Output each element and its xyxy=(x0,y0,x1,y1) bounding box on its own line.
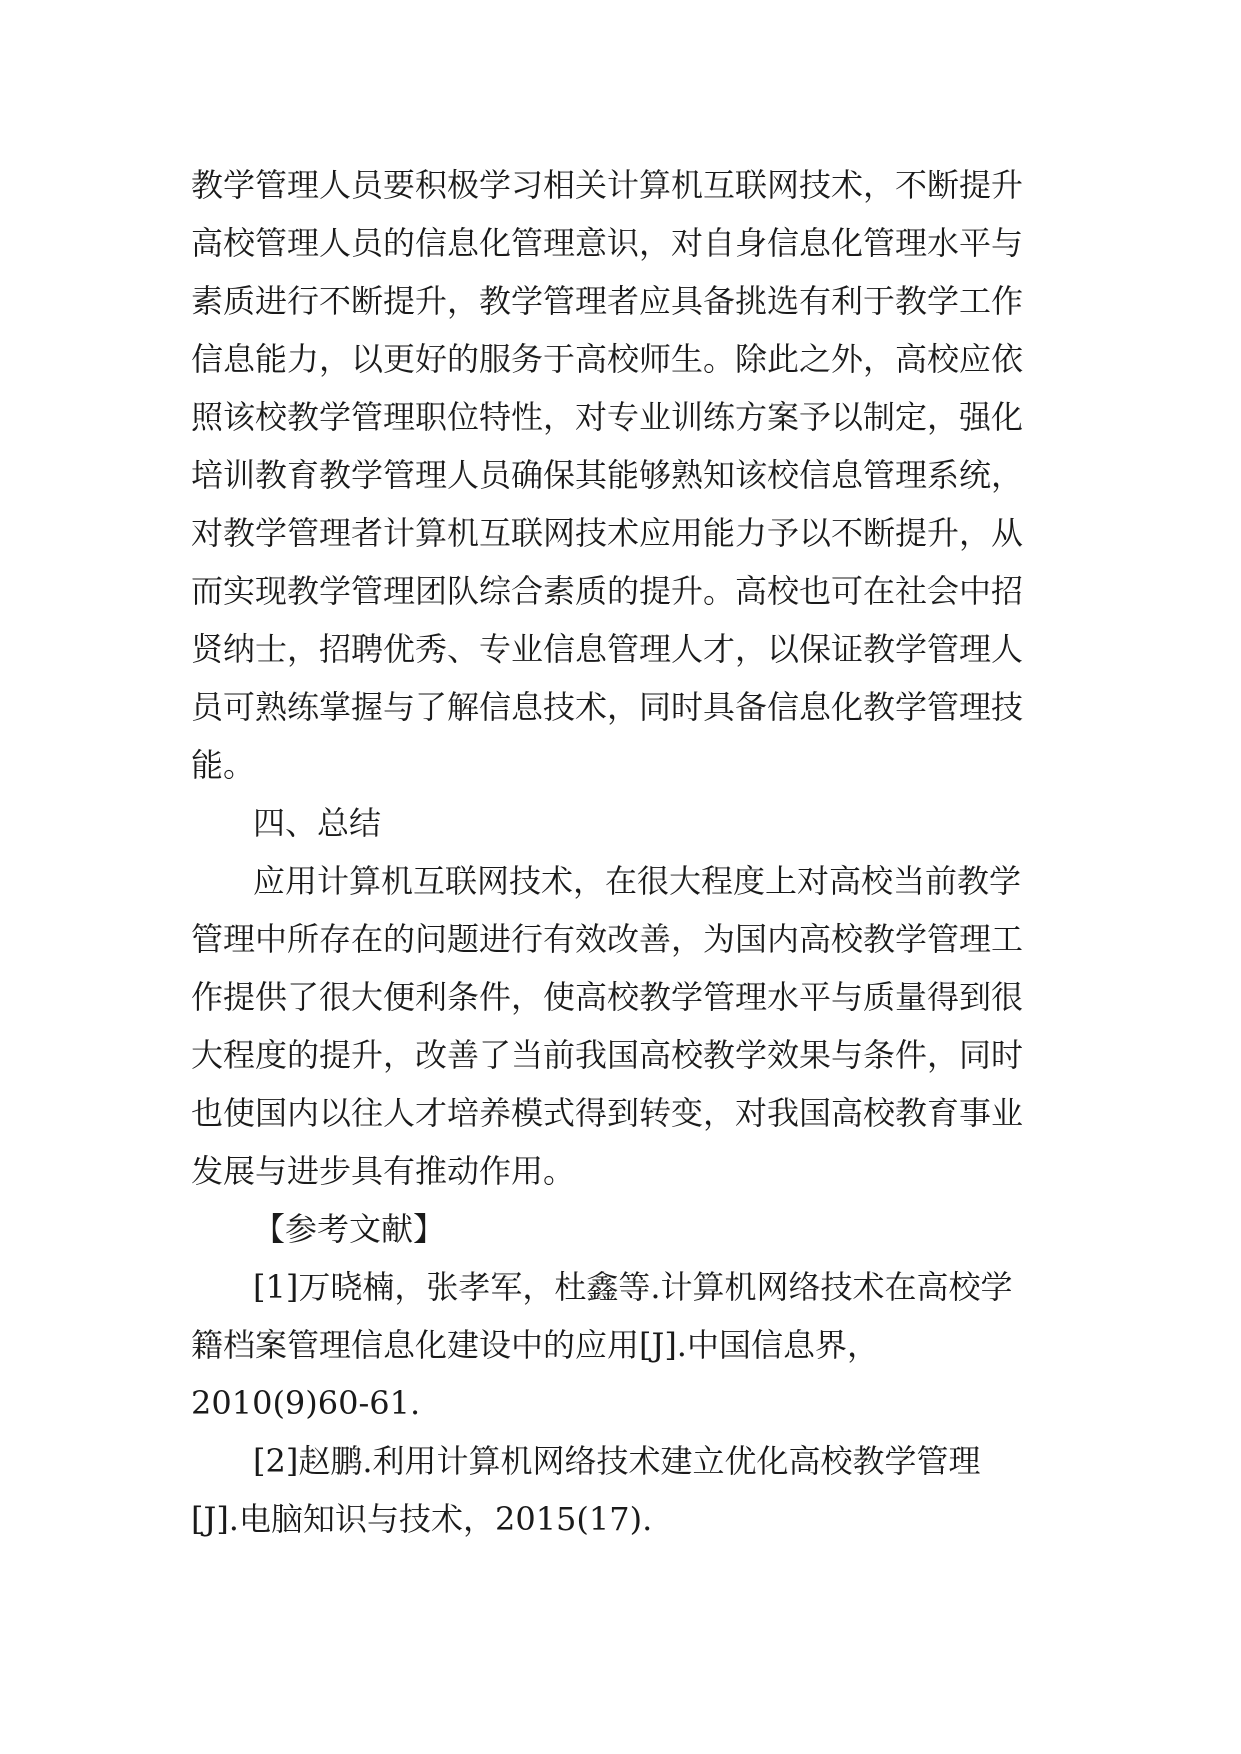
body-text-line: 能。 xyxy=(191,746,256,784)
reference-line: [J].电脑知识与技术，2015(17). xyxy=(191,1500,653,1538)
reference-line: 2010(9)60-61. xyxy=(191,1384,421,1422)
body-text-line: 而实现教学管理团队综合素质的提升。高校也可在社会中招 xyxy=(191,572,1024,610)
conclusion-text-line: 大程度的提升，改善了当前我国高校教学效果与条件，同时 xyxy=(191,1036,1024,1074)
conclusion-text-line: 作提供了很大便利条件，使高校教学管理水平与质量得到很 xyxy=(191,978,1024,1016)
conclusion-text-line: 管理中所存在的问题进行有效改善，为国内高校教学管理工 xyxy=(191,920,1024,958)
body-text-line: 员可熟练掌握与了解信息技术，同时具备信息化教学管理技 xyxy=(191,688,1024,726)
body-text-line: 素质进行不断提升，教学管理者应具备挑选有利于教学工作 xyxy=(191,282,1024,320)
body-text-line: 培训教育教学管理人员确保其能够熟知该校信息管理系统， xyxy=(191,456,1024,494)
body-text-line: 信息能力，以更好的服务于高校师生。除此之外，高校应依 xyxy=(191,340,1024,378)
references-heading: 【参考文献】 xyxy=(253,1210,446,1248)
reference-line: 籍档案管理信息化建设中的应用[J].中国信息界， xyxy=(191,1326,879,1364)
reference-line: [2]赵鹏.利用计算机网络技术建立优化高校教学管理 xyxy=(253,1442,981,1480)
body-text-line: 高校管理人员的信息化管理意识，对自身信息化管理水平与 xyxy=(191,224,1024,262)
reference-line: [1]万晓楠，张孝军，杜鑫等.计算机网络技术在高校学 xyxy=(253,1268,1013,1306)
conclusion-text-line: 应用计算机互联网技术，在很大程度上对高校当前教学 xyxy=(253,862,1022,900)
conclusion-text-line: 发展与进步具有推动作用。 xyxy=(191,1152,576,1190)
body-text-line: 教学管理人员要积极学习相关计算机互联网技术，不断提升 xyxy=(191,166,1024,204)
body-text-line: 对教学管理者计算机互联网技术应用能力予以不断提升，从 xyxy=(191,514,1024,552)
section-heading: 四、总结 xyxy=(253,804,382,842)
body-text-line: 贤纳士，招聘优秀、专业信息管理人才，以保证教学管理人 xyxy=(191,630,1024,668)
conclusion-text-line: 也使国内以往人才培养模式得到转变，对我国高校教育事业 xyxy=(191,1094,1024,1132)
body-text-line: 照该校教学管理职位特性，对专业训练方案予以制定，强化 xyxy=(191,398,1024,436)
